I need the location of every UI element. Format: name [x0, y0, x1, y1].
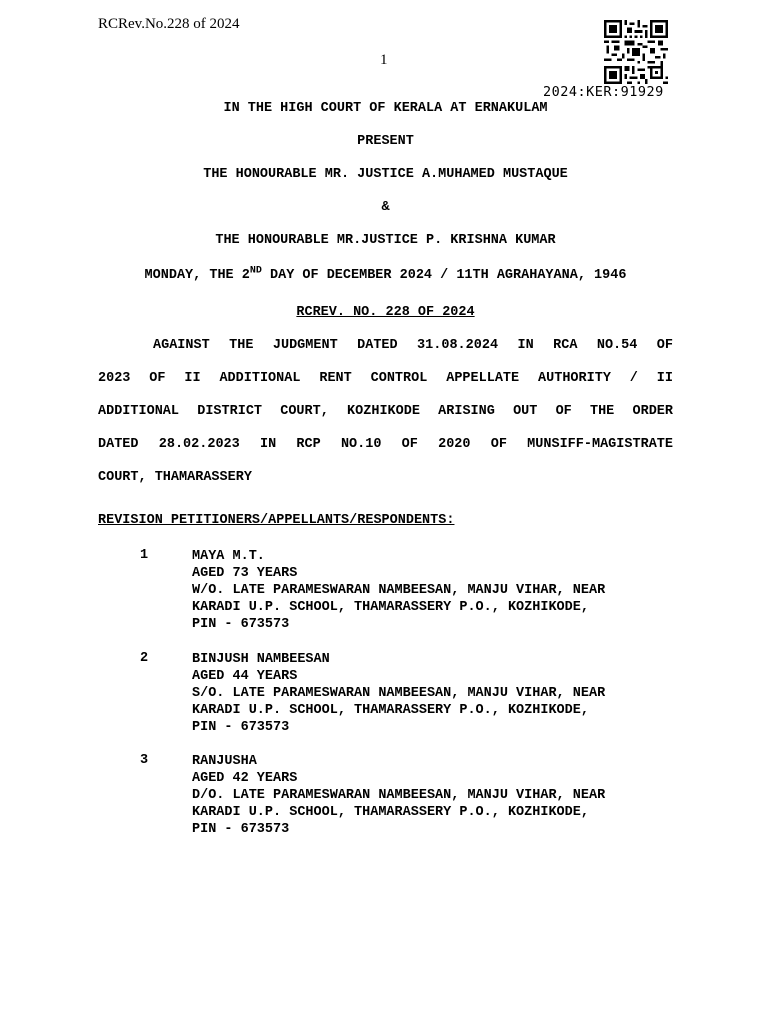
case-title-text: RCREV. NO. 228 OF 2024	[296, 305, 475, 320]
case-title	[98, 305, 673, 320]
petitioner-number: 1	[140, 548, 149, 563]
judge-2: THE HONOURABLE MR.JUSTICE P. KRISHNA KUMAR	[215, 233, 556, 248]
petitioner-details	[192, 753, 605, 838]
petitioner-name: MAYA M.T.	[192, 549, 265, 564]
petitioner-age: AGED 73 YEARS	[192, 566, 298, 581]
petitioners-heading-text: REVISION PETITIONERS/APPELLANTS/RESPONDENTS:	[98, 513, 455, 528]
date-prefix: MONDAY, THE 2	[144, 268, 250, 283]
page-number: 1	[380, 52, 388, 68]
petitioner-address-line: W/O. LATE PARAMESWARAN NAMBEESAN, MANJU VIHAR, NEAR	[192, 583, 606, 598]
petitioner-pin: PIN - 673573	[192, 720, 290, 735]
petitioner-details	[192, 548, 605, 633]
case-reference-header: RCRev.No.228 of 2024	[98, 16, 240, 32]
petitioner-address-line: S/O. LATE PARAMESWARAN NAMBEESAN, MANJU VIHAR, NEAR	[192, 686, 606, 701]
petitioner-age: AGED 44 YEARS	[192, 669, 298, 684]
petitioner-age: AGED 42 YEARS	[192, 771, 298, 786]
petitioner-address-line: D/O. LATE PARAMESWARAN NAMBEESAN, MANJU VIHAR, NEAR	[192, 788, 606, 803]
court-name: IN THE HIGH COURT OF KERALA AT ERNAKULAM	[223, 101, 548, 116]
neutral-citation: 2024:KER:91929	[543, 84, 664, 100]
petitioner-number: 3	[140, 753, 149, 768]
qr-code-icon	[604, 20, 668, 84]
ampersand: &	[381, 200, 390, 215]
present-heading: PRESENT	[357, 134, 414, 149]
petitioners-heading	[98, 513, 454, 528]
date-suffix: DAY OF DECEMBER 2024 / 11TH AGRAHAYANA, 1946	[261, 268, 627, 283]
against-line-3: ADDITIONAL DISTRICT COURT, KOZHIKODE ARISING OUT OF THE ORDER	[98, 404, 673, 419]
petitioner-details	[192, 651, 605, 736]
date-superscript: ND	[249, 265, 262, 277]
petitioner-address-line: KARADI U.P. SCHOOL, THAMARASSERY P.O., KOZHIKODE,	[192, 805, 589, 820]
petitioner-number: 2	[140, 651, 149, 666]
against-line-2: 2023 OF II ADDITIONAL RENT CONTROL APPELLATE AUTHORITY / II	[98, 371, 673, 386]
against-line-4: DATED 28.02.2023 IN RCP NO.10 OF 2020 OF MUNSIFF-MAGISTRATE	[98, 437, 673, 452]
petitioner-name: BINJUSH NAMBEESAN	[192, 652, 330, 667]
date-line	[98, 265, 673, 283]
against-line-1: AGAINST THE JUDGMENT DATED 31.08.2024 IN RCA NO.54 OF	[153, 338, 673, 353]
petitioner-address-line: KARADI U.P. SCHOOL, THAMARASSERY P.O., KOZHIKODE,	[192, 703, 589, 718]
against-line-5: COURT, THAMARASSERY	[98, 470, 252, 485]
petitioner-pin: PIN - 673573	[192, 822, 290, 837]
petitioner-pin: PIN - 673573	[192, 617, 290, 632]
judge-1: THE HONOURABLE MR. JUSTICE A.MUHAMED MUSTAQUE	[203, 167, 568, 182]
petitioner-name: RANJUSHA	[192, 754, 257, 769]
petitioner-address-line: KARADI U.P. SCHOOL, THAMARASSERY P.O., KOZHIKODE,	[192, 600, 589, 615]
